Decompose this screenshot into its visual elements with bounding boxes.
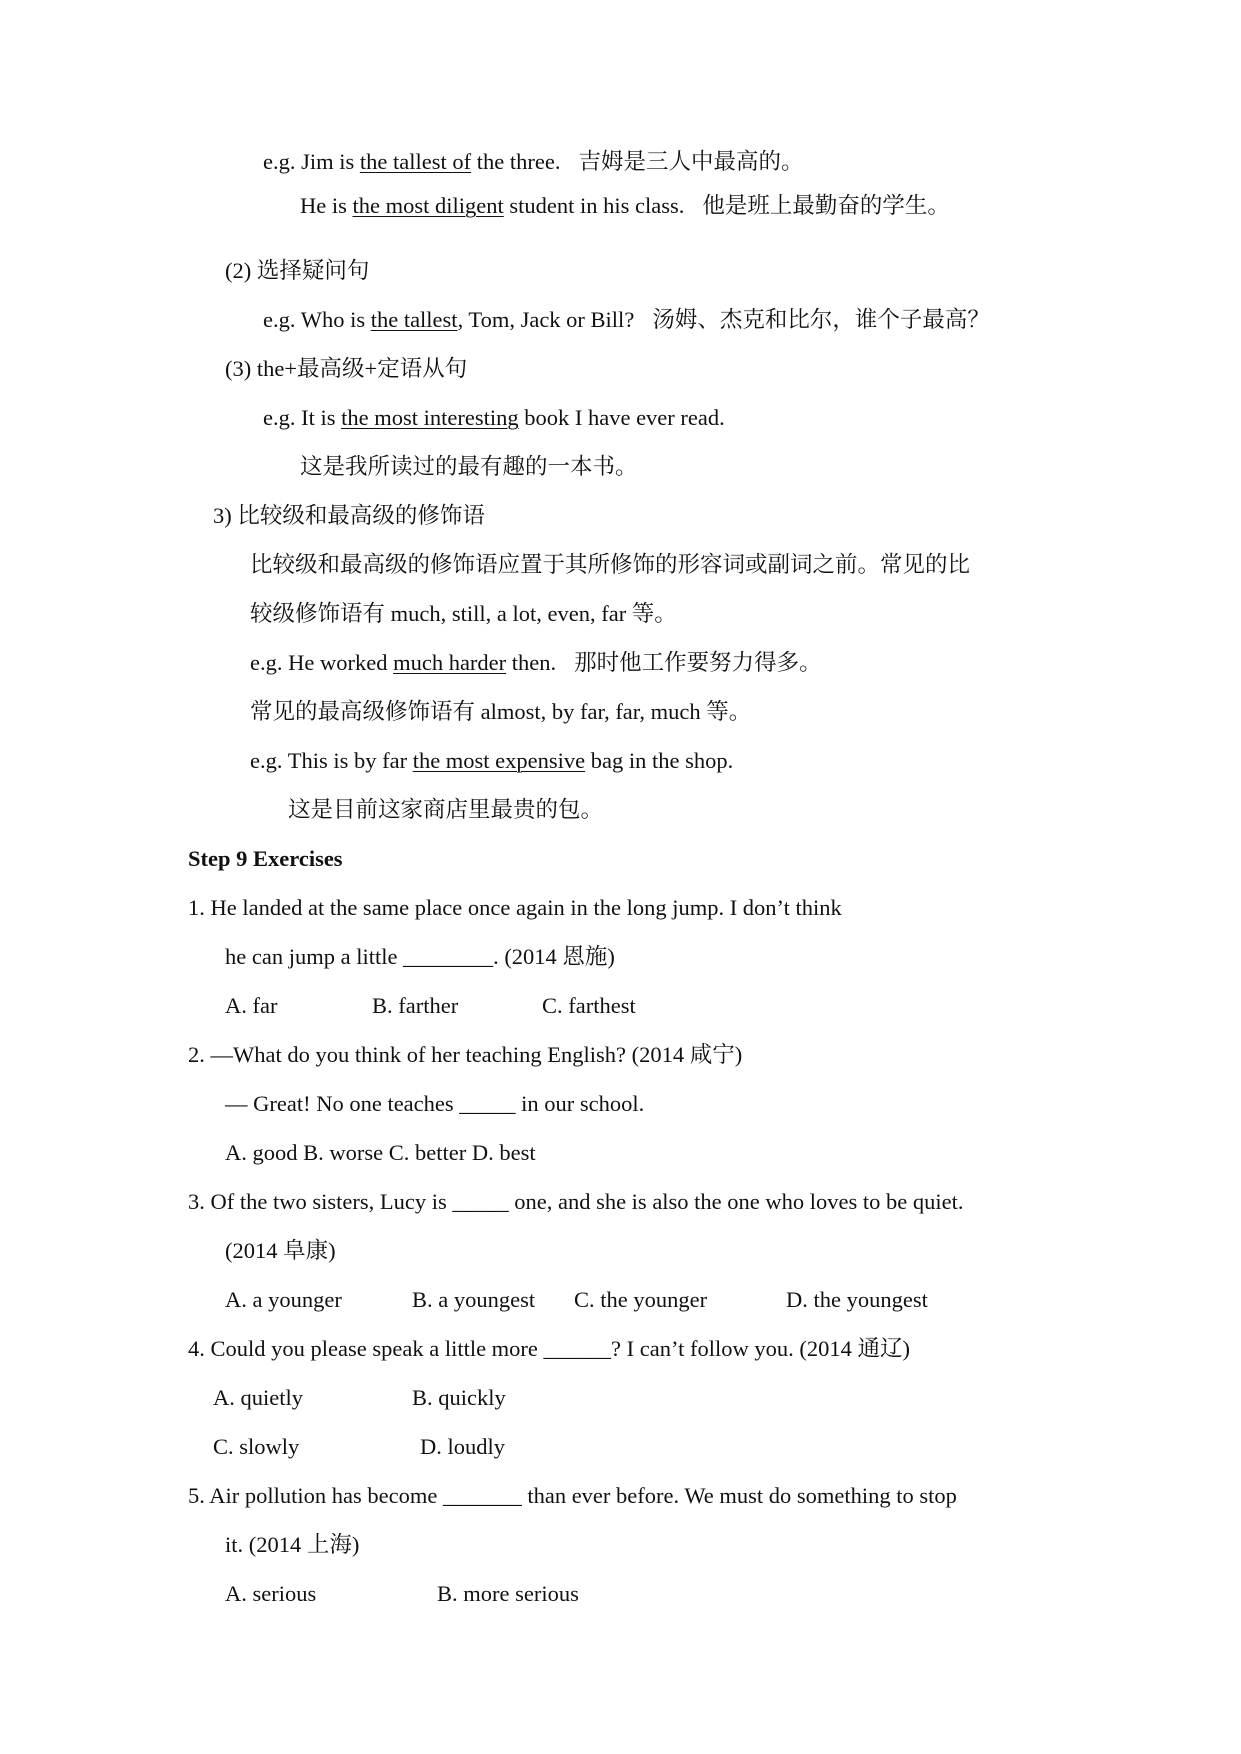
question-2: 2. —What do you think of her teaching English? (2014 咸宁) — [188, 1042, 743, 1067]
text: e.g. It is — [263, 405, 342, 430]
question-2-cont: — Great! No one teaches _____ in our school. — [225, 1091, 645, 1116]
paragraph-line: 较级修饰语有 much, still, a lot, even, far 等。 — [250, 601, 677, 626]
text: student in his class. — [503, 193, 685, 218]
question-3: 3. Of the two sisters, Lucy is _____ one, and she is also the one who loves to be quiet. — [188, 1189, 964, 1214]
example-line — [263, 404, 725, 432]
translation: 吉姆是三人中最高的。 — [578, 149, 804, 174]
translation-line: 这是我所读过的最有趣的一本书。 — [300, 454, 638, 479]
underlined-phrase: the most diligent — [352, 193, 504, 218]
option-a: A. far — [225, 993, 278, 1018]
text: He is — [300, 193, 353, 218]
underlined-phrase: the tallest of — [359, 149, 472, 174]
example-line — [250, 649, 822, 677]
example-line — [263, 148, 803, 176]
text: e.g. This is by far — [250, 748, 413, 773]
translation: 那时他工作要努力得多。 — [574, 650, 822, 675]
question-3-cont: (2014 阜康) — [225, 1238, 336, 1263]
text: e.g. Who is — [263, 307, 371, 332]
underlined-phrase: the most interesting — [341, 405, 519, 430]
option-d: D. loudly — [420, 1434, 506, 1459]
section-heading: (3) the+最高级+定语从句 — [225, 356, 468, 381]
option-b: B. farther — [372, 993, 459, 1018]
option-b: B. quickly — [412, 1385, 506, 1410]
text: e.g. Jim is — [263, 149, 360, 174]
question-1: 1. He landed at the same place once again in the long jump. I don’t think — [188, 895, 842, 920]
option-a: A. a younger — [225, 1287, 342, 1312]
section-heading: 3) 比较级和最高级的修饰语 — [213, 503, 485, 528]
text: book I have ever read. — [518, 405, 725, 430]
paragraph-line: 常见的最高级修饰语有 almost, by far, far, much 等。 — [250, 699, 752, 724]
option-a: A. serious — [225, 1581, 317, 1606]
option-b: B. more serious — [437, 1581, 579, 1606]
question-5-cont: it. (2014 上海) — [225, 1532, 360, 1557]
option-c: C. slowly — [213, 1434, 300, 1459]
translation: 汤姆、杰克和比尔，谁个子最高？ — [652, 307, 990, 332]
question-1-cont: he can jump a little ________. (2014 恩施) — [225, 944, 615, 969]
question-5: 5. Air pollution has become _______ than ever before. We must do something to stop — [188, 1483, 957, 1508]
example-line — [250, 747, 733, 775]
example-line — [263, 306, 990, 334]
exercises-title: Step 9 Exercises — [188, 846, 343, 871]
option-a: A. quietly — [213, 1385, 303, 1410]
option-d: D. the youngest — [786, 1287, 928, 1312]
option-b: B. a youngest — [412, 1287, 536, 1312]
question-4: 4. Could you please speak a little more ______? I can’t follow you. (2014 通辽) — [188, 1336, 910, 1361]
option-c: C. the younger — [574, 1287, 708, 1312]
underlined-phrase: the most expensive — [412, 748, 586, 773]
text: then. — [506, 650, 557, 675]
underlined-phrase: much harder — [393, 650, 507, 675]
option-c: C. farthest — [542, 993, 636, 1018]
text: e.g. He worked — [250, 650, 394, 675]
underlined-phrase: the tallest — [370, 307, 458, 332]
text: the three. — [471, 149, 561, 174]
example-line — [300, 192, 950, 220]
translation: 他是班上最勤奋的学生。 — [702, 193, 950, 218]
section-heading: (2) 选择疑问句 — [225, 258, 370, 283]
translation-line: 这是目前这家商店里最贵的包。 — [288, 797, 604, 822]
text: bag in the shop. — [585, 748, 734, 773]
options: A. good B. worse C. better D. best — [225, 1140, 536, 1165]
paragraph-line: 比较级和最高级的修饰语应置于其所修饰的形容词或副词之前。常见的比 — [250, 552, 971, 577]
text: , Tom, Jack or Bill? — [457, 307, 635, 332]
